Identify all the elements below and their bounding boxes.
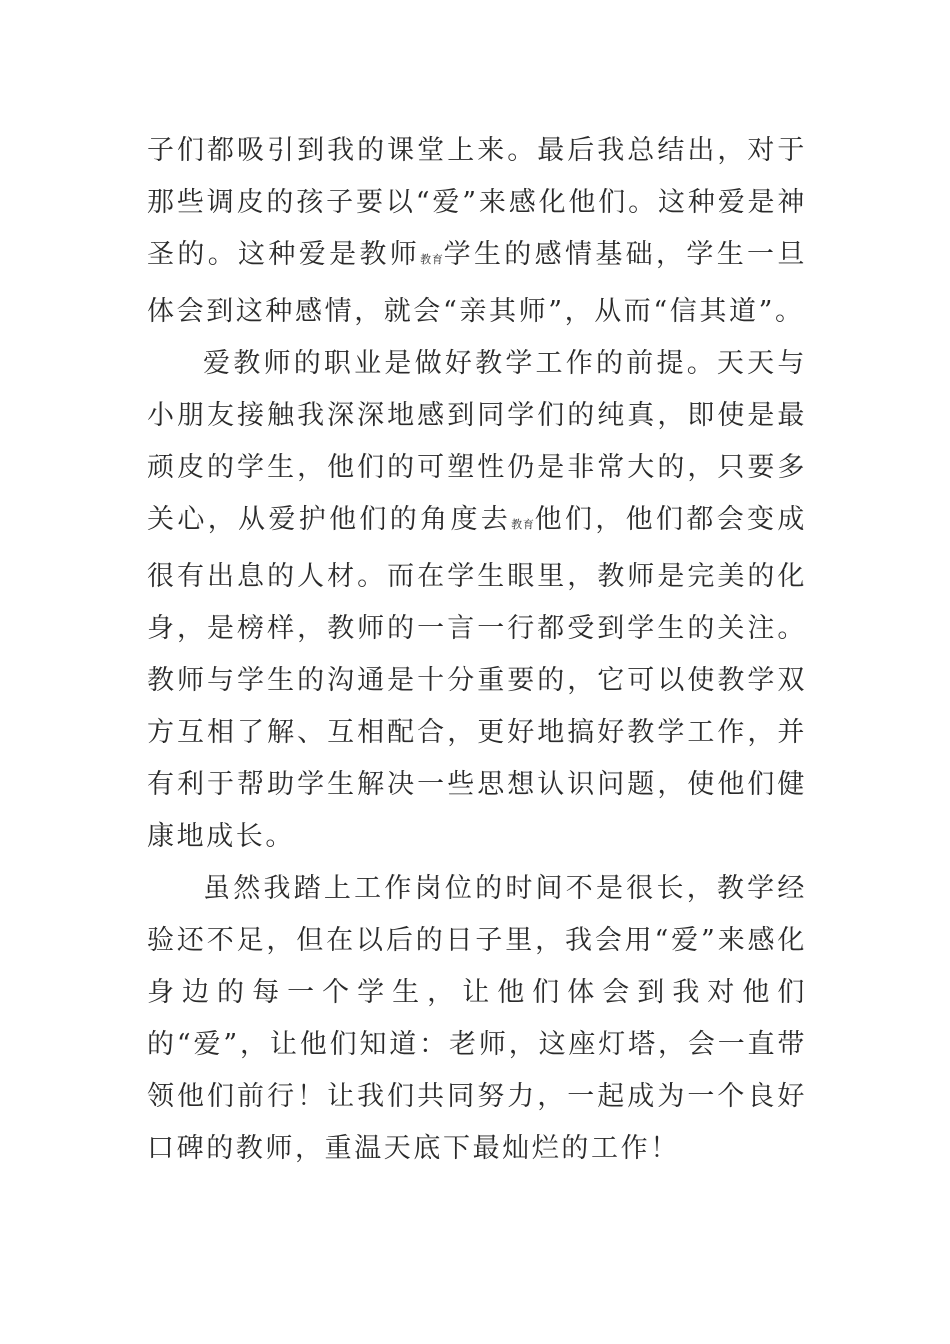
paragraph-2 <box>147 338 807 863</box>
body-text <box>147 125 807 1175</box>
inline-small-text: 教育 <box>511 518 535 531</box>
paragraph-3 <box>147 863 807 1175</box>
inline-small-text: 教育 <box>420 253 444 266</box>
paragraph-text: 他们，他们都会变成很有出息的人材。而在学生眼里，教师是完美的化身，是榜样，教师的一言一行都受到学生的关注。教师与学生的沟通是十分重要的，它可以使教学双方互相了解、互相配合，更好地搞好教学工作，并有利于帮助学生解决一些思想认识问题，使他们健康地成长。 <box>147 504 808 852</box>
paragraph-1 <box>147 125 807 338</box>
paragraph-text: 学生的感情基础，学生一旦体会到这种感情，就会“亲其师”，从而“信其道”。 <box>147 239 808 327</box>
paragraph-text: 子们都吸引到我的课堂上来。最后我总结出，对于那些调皮的孩子要以“爱”来感化他们。这种爱是神圣的。这种爱是教师 <box>147 135 807 270</box>
paragraph-text: 虽然我踏上工作岗位的时间不是很长，教学经验还不足，但在以后的日子里，我会用“爱”来感化身边的每一个学生，让他们体会到我对他们的“爱”，让他们知道：老师，这座灯塔，会一直带领他们前行！让我们共同努力，一起成为一个良好口碑的教师，重温天底下最灿烂的工作！ <box>147 873 807 1164</box>
paragraph-text: 爱教师的职业是做好教学工作的前提。天天与小朋友接触我深深地感到同学们的纯真，即使是最顽皮的学生，他们的可塑性仍是非常大的，只要多关心，从爱护他们的角度去 <box>147 348 807 535</box>
